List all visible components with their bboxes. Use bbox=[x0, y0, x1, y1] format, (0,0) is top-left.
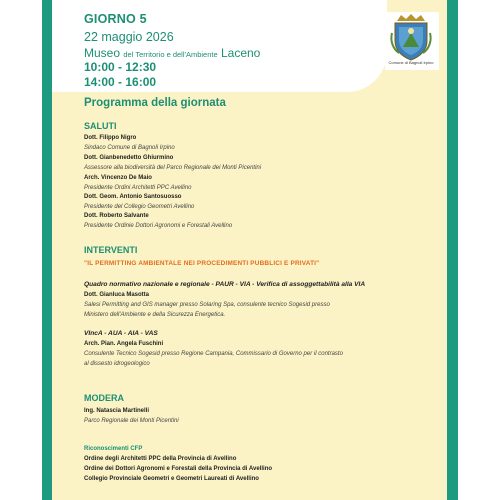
cfp-heading: Riconoscimenti CFP bbox=[84, 446, 143, 452]
venue-suffix: Laceno bbox=[220, 46, 261, 60]
theme-title: "IL PERMITTING AMBIENTALE NEI PROCEDIMENTI PUBBLICI E PRIVATI" bbox=[84, 260, 320, 267]
speaker-role: Assessore alla biodiversità del Parco Regionale dei Monti Picentini bbox=[84, 165, 262, 171]
talk-title: VIncA - AUA - AIA - VAS bbox=[84, 330, 158, 337]
cfp-line: Collegio Provinciale Geometri e Geometri Laureati di Avellino bbox=[84, 476, 259, 482]
venue-prefix: Museo bbox=[84, 46, 121, 60]
modera-heading: MODERA bbox=[84, 393, 124, 403]
speaker-role: Presidente Ordini Architetti PPC Avellino bbox=[84, 185, 192, 191]
speaker-role: Presidente del Collegio Geometri Avellino bbox=[84, 204, 195, 210]
speaker-role: Sindaco Comune di Bagnoli Irpino bbox=[84, 145, 175, 151]
saluti-heading: SALUTI bbox=[84, 121, 117, 131]
talk-speaker: Dott. Gianluca Masotta bbox=[84, 292, 150, 298]
interventi-heading: INTERVENTI bbox=[84, 245, 138, 255]
speaker-name: Dott. Filippo Nigro bbox=[84, 135, 137, 141]
moderator-name: Ing. Natascia Martinelli bbox=[84, 408, 150, 414]
moderator-role: Parco Regionale dei Monti Picentini bbox=[84, 418, 179, 424]
speaker-name: Dott. Gianbenedetto Ghiurmino bbox=[84, 155, 174, 161]
day-label: GIORNO 5 bbox=[84, 12, 147, 26]
event-date: 22 maggio 2026 bbox=[84, 30, 174, 44]
program-title: Programma della giornata bbox=[84, 97, 226, 109]
venue-middle: del Territorio e dell'Ambiente bbox=[123, 50, 218, 59]
speaker-role: Presidente Ordinie Dottori Agronomi e Forestali Avellino bbox=[84, 223, 233, 229]
cfp-line: Ordine degli Architetti PPC della Provincia di Avellino bbox=[84, 456, 237, 462]
talk-speaker-role: al dissesto idrogeologico bbox=[84, 361, 150, 367]
municipal-crest-icon bbox=[389, 13, 433, 61]
talk-speaker: Arch. Pian. Angela Fuschini bbox=[84, 341, 164, 347]
time-slot-afternoon: 14:00 - 16:00 bbox=[84, 75, 157, 89]
talk-speaker-role: Salesi Permitting and GIS manager presso Solaring Spa, consulente tecnico Sogesid presso bbox=[84, 302, 330, 308]
time-slot-morning: 10:00 - 12:30 bbox=[84, 60, 157, 74]
talk-speaker-role: Consulente Tecnico Sogesid presso Regione Campania, Commissario di Governo per il contrasto bbox=[84, 351, 343, 357]
logo-caption: Comune di Bagnoli Irpino bbox=[388, 60, 434, 65]
speaker-name: Dott. Roberto Salvante bbox=[84, 213, 149, 219]
talk-speaker-role: Ministero dell'Ambiente e della Sicurezza Energetica. bbox=[84, 312, 226, 318]
talk-title: Quadro normativo nazionale e regionale - PAUR - VIA - Verifica di assoggettabilità alla VIA bbox=[84, 281, 366, 288]
cfp-line: Ordine dei Dottori Agronomi e Forestali della Provincia di Avellino bbox=[84, 466, 273, 472]
speaker-name: Arch. Vincenzo De Maio bbox=[84, 175, 152, 181]
speaker-name: Dott. Geom. Antonio Santosuosso bbox=[84, 194, 182, 200]
venue bbox=[84, 46, 260, 60]
